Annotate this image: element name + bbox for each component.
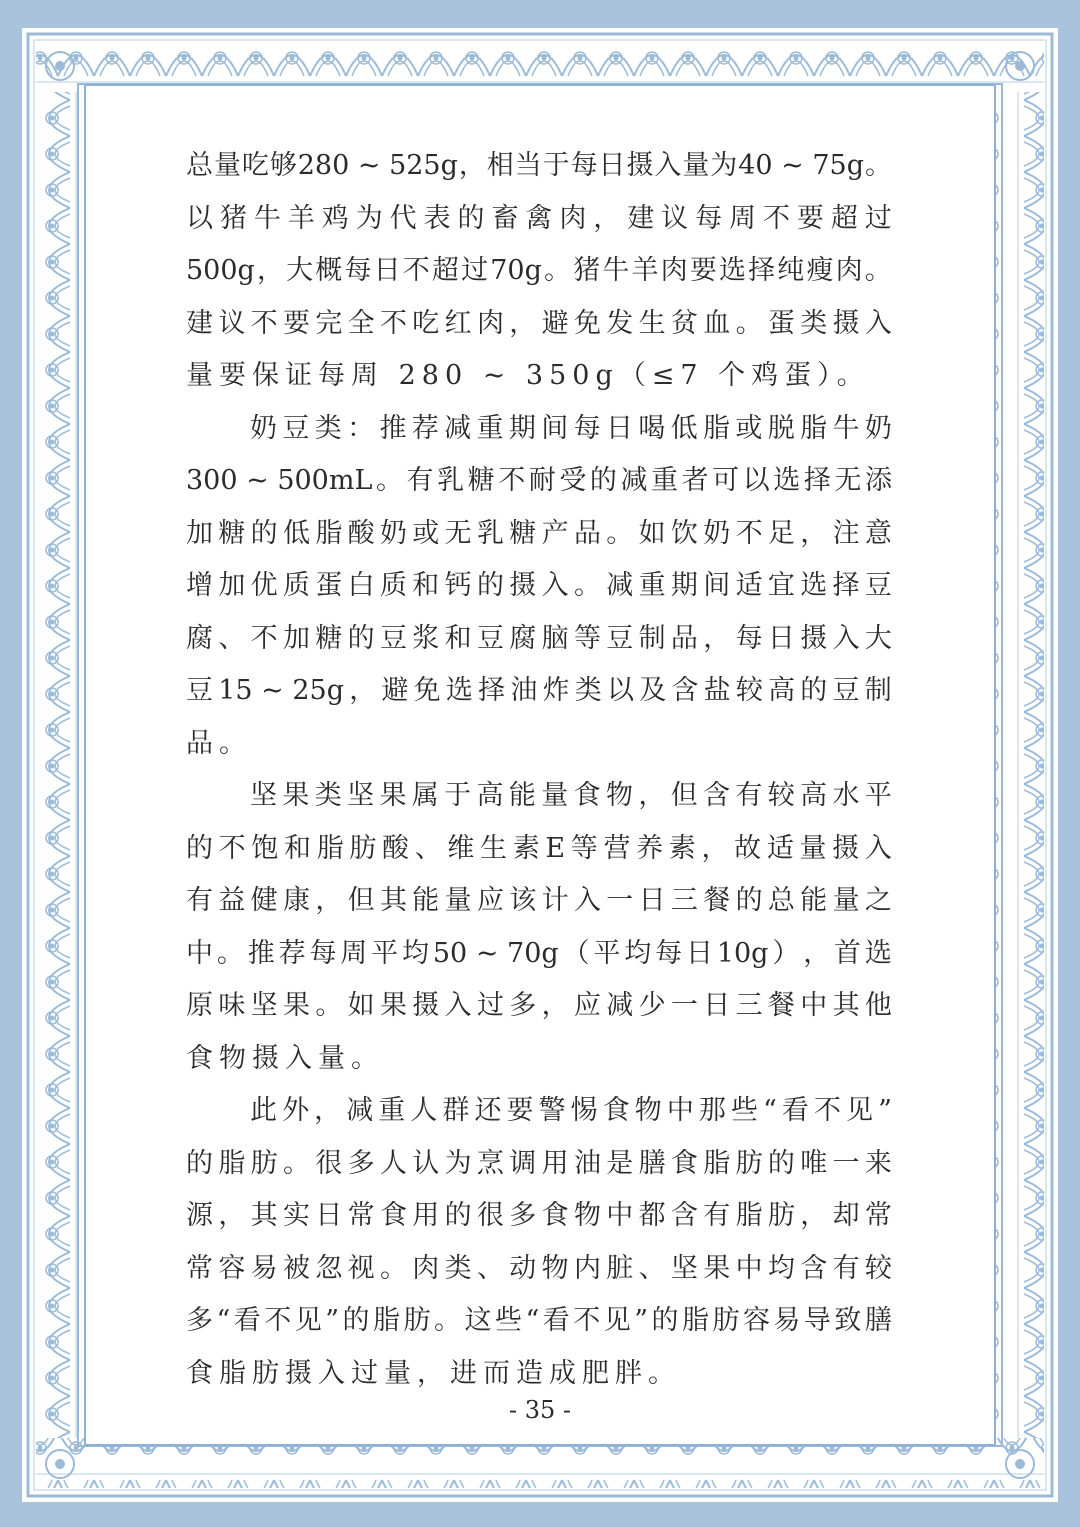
text-line: 增 加 优 质 蛋 白 质 和 钙 的 摄 入 。 减 重 期 间 适 宜 选 择 豆 xyxy=(186,570,892,601)
paragraph xyxy=(186,770,892,1085)
text-line: 源 ， 其 实 日 常 食 用 的 很 多 食 物 中 都 含 有 脂 肪 ， 却 常 xyxy=(186,1200,892,1231)
text-line: 的 脂 肪 。 很 多 人 认 为 烹 调 用 油 是 膳 食 脂 肪 的 唯 一 来 xyxy=(186,1147,892,1179)
text-line: 量要保证每周 280 ~ 350g（≤7 个鸡蛋）。 xyxy=(186,360,870,391)
text-line: 坚 果 类 坚 果 属 于 高 能 量 食 物 ， 但 含 有 较 高 水 平 xyxy=(250,780,892,811)
text-line: 500g ， 大 概 每 日 不 超 过 70g 。 猪 牛 羊 肉 要 选 择 纯 瘦 肉 。 xyxy=(186,255,892,286)
paragraph xyxy=(186,1085,892,1400)
text-line: 奶 豆 类 ： 推 荐 减 重 期 间 每 日 喝 低 脂 或 脱 脂 牛 奶 xyxy=(250,412,892,444)
text-line: 中 。 推 荐 每 周 平 均 50 ~ 70g （ 平 均 每 日 10g ） ， 首 选 xyxy=(186,937,892,969)
text-line: 多 “ 看 不 见 ” 的 脂 肪 。 这 些 “ 看 不 见 ” 的 脂 肪 容 易 导 致 膳 xyxy=(186,1305,892,1336)
text-line: 原 味 坚 果 。 如 果 摄 入 过 多 ， 应 减 少 一 日 三 餐 中 其 他 xyxy=(186,990,892,1021)
text-line: 腐 、 不 加 糖 的 豆 浆 和 豆 腐 脑 等 豆 制 品 ， 每 日 摄 入 大 xyxy=(186,622,892,654)
text-line: 的 不 饱 和 脂 肪 酸 、 维 生 素 E 等 营 养 素 ， 故 适 量 摄 入 xyxy=(186,832,892,864)
text-line: 食脂肪摄入过量，进而造成肥胖。 xyxy=(186,1357,681,1389)
page-number: - 35 - xyxy=(508,1396,571,1424)
text-line: 以 猪 牛 羊 鸡 为 代 表 的 畜 禽 肉 ， 建 议 每 周 不 要 超 过 xyxy=(186,202,892,234)
paragraph xyxy=(186,140,892,403)
text-line: 有 益 健 康 ， 但 其 能 量 应 该 计 入 一 日 三 餐 的 总 能 量 之 xyxy=(186,885,892,916)
article-body xyxy=(186,140,892,1400)
text-line: 总 量 吃 够 280 ~ 525g ， 相 当 于 每 日 摄 入 量 为 40 ~ 75g 。 xyxy=(186,150,892,181)
text-line: 豆 15 ~ 25g ， 避 免 选 择 油 炸 类 以 及 含 盐 较 高 的 豆 制 xyxy=(186,675,892,706)
paragraph xyxy=(186,403,892,771)
text-line: 食物摄入量。 xyxy=(186,1042,384,1074)
text-line: 此 外 ， 减 重 人 群 还 要 警 惕 食 物 中 那 些 “ 看 不 见 ” xyxy=(250,1095,892,1126)
text-line: 建 议 不 要 完 全 不 吃 红 肉 ， 避 免 发 生 贫 血 。 蛋 类 摄 入 xyxy=(186,307,892,339)
text-line: 加 糖 的 低 脂 酸 奶 或 无 乳 糖 产 品 。 如 饮 奶 不 足 ， 注 意 xyxy=(186,517,892,549)
text-line: 常 容 易 被 忽 视 。 肉 类 、 动 物 内 脏 、 坚 果 中 均 含 有 较 xyxy=(186,1252,892,1284)
text-line: 300 ~ 500mL 。 有 乳 糖 不 耐 受 的 减 重 者 可 以 选 择 无 添 xyxy=(186,465,892,496)
text-line: 品。 xyxy=(186,727,252,759)
